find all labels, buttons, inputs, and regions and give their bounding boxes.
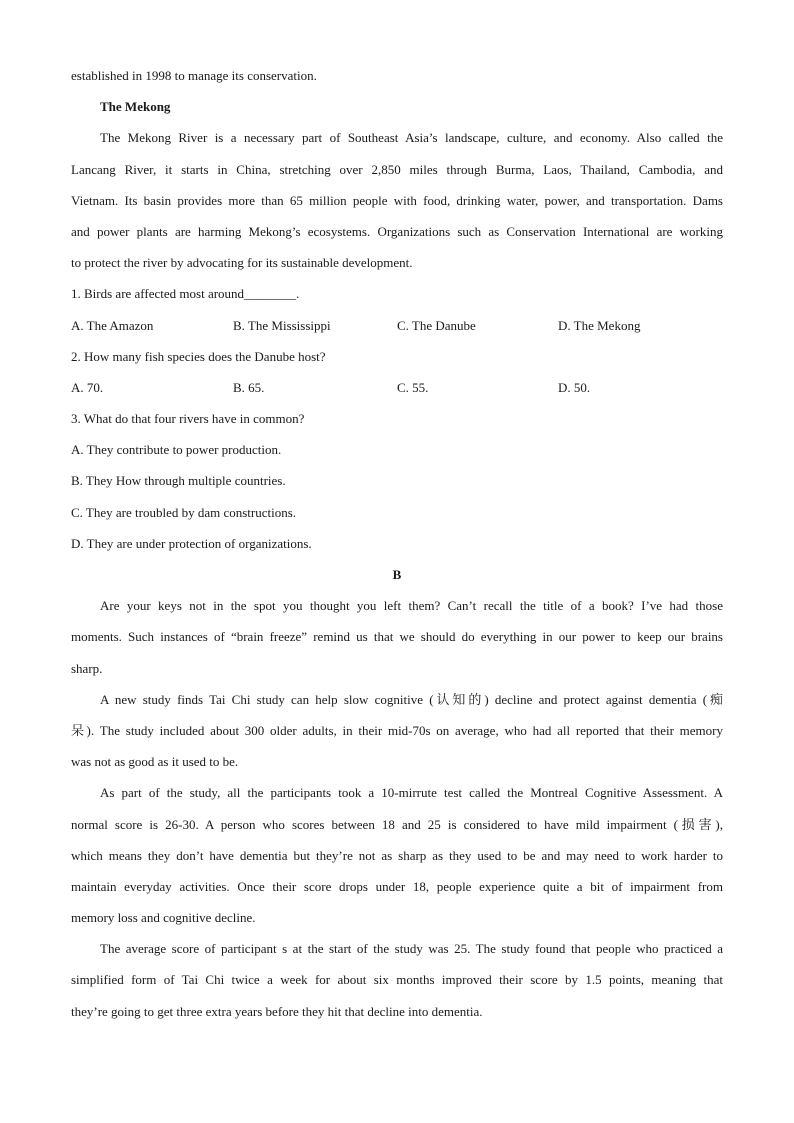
question-3-option-d: D. They are under protection of organizations.	[71, 535, 312, 551]
section-b-p4-line: The average score of participant s at the start of the study was 25. The study found that people who practiced a	[100, 941, 723, 957]
mekong-line: and power plants are harming Mekong’s ecosystems. Organizations such as Conservation International are working	[71, 223, 723, 239]
section-b-p3-line: which means they don’t have dementia but they’re not as sharp as they used to be and may need to work harder to	[71, 847, 723, 863]
section-b-p3-line: normal score is 26-30. A person who scores between 18 and 25 is considered to have mild impairment (损害),	[71, 816, 723, 832]
question-1-stem: 1. Birds are affected most around________.	[71, 286, 300, 302]
section-b-p2-line: 呆). The study included about 300 older adults, in their mid-70s on average, who had all reported that their memory	[71, 722, 723, 738]
question-2-stem: 2. How many fish species does the Danube host?	[71, 348, 326, 364]
question-2-option-a: A. 70.	[71, 379, 104, 395]
question-3-option-a: A. They contribute to power production.	[71, 442, 282, 458]
section-b-p4-line: simplified form of Tai Chi twice a week for about six months improved their score by 1.5 points, meaning that	[71, 972, 723, 988]
mekong-heading: The Mekong	[100, 99, 171, 115]
question-1-option-b: B. The Mississippi	[233, 317, 331, 333]
question-3-option-c: C. They are troubled by dam constructions.	[71, 504, 297, 520]
section-b-heading: B	[392, 567, 402, 582]
passage-a-closing-line: established in 1998 to manage its conservation.	[71, 68, 317, 83]
section-b-p3-line: memory loss and cognitive decline.	[71, 910, 256, 926]
question-1-option-c: C. The Danube	[397, 317, 476, 333]
section-b-p1-line: moments. Such instances of “brain freeze” remind us that we should do everything in our power to keep our brains	[71, 629, 723, 645]
section-b-p3-line: As part of the study, all the participants took a 10-mirrute test called the Montreal Cognitive Assessment. A	[100, 785, 723, 801]
mekong-line: The Mekong River is a necessary part of Southeast Asia’s landscape, culture, and economy. Also called the	[100, 130, 723, 146]
question-1-options	[71, 310, 723, 341]
section-b-p2-line: A new study finds Tai Chi study can help slow cognitive (认知的) decline and protect against dementia (痴	[100, 691, 723, 707]
section-b-p4-line: they’re going to get three extra years before they hit that decline into dementia.	[71, 1003, 483, 1019]
question-2-option-d: D. 50.	[558, 379, 591, 395]
question-1-option-a: A. The Amazon	[71, 317, 154, 333]
section-b-p1-line: sharp.	[71, 660, 103, 676]
section-b-p2-line: was not as good as it used to be.	[71, 754, 239, 770]
question-3-stem: 3. What do that four rivers have in common?	[71, 411, 305, 427]
question-2-option-b: B. 65.	[233, 379, 265, 395]
mekong-line: Lancang River, it starts in China, stretching over 2,850 miles through Burma, Laos, Thailand, Cambodia, and	[71, 161, 723, 177]
section-b-p1-line: Are your keys not in the spot you thought you left them? Can’t recall the title of a book? I’ve had those	[100, 598, 723, 614]
question-2-options	[71, 372, 723, 403]
document-page	[71, 60, 723, 1027]
mekong-line: Vietnam. Its basin provides more than 65 million people with food, drinking water, power, and transportation. Dams	[71, 192, 723, 208]
question-3-option-b: B. They How through multiple countries.	[71, 473, 286, 489]
question-1-option-d: D. The Mekong	[558, 317, 641, 333]
question-2-option-c: C. 55.	[397, 379, 429, 395]
section-b-p3-line: maintain everyday activities. Once their score drops under 18, people experience quite a bit of impairment from	[71, 878, 723, 894]
mekong-line: to protect the river by advocating for its sustainable development.	[71, 255, 413, 271]
